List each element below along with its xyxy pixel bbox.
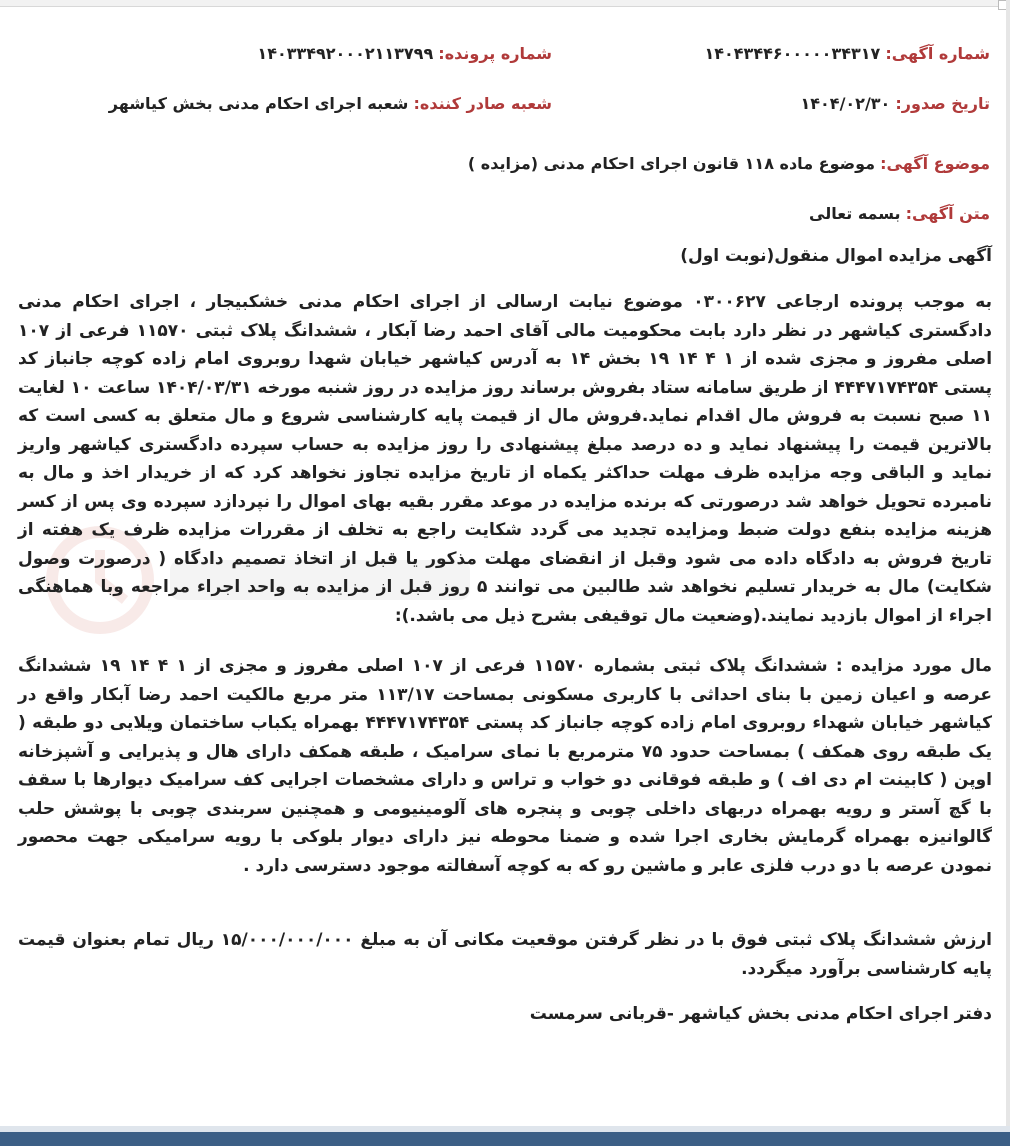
subject-label: موضوع آگهی:	[880, 154, 990, 173]
subject-row	[468, 154, 990, 173]
issuer-row	[109, 94, 552, 113]
file-number-value: ۱۴۰۳۳۴۹۲۰۰۰۲۱۱۳۷۹۹	[257, 44, 434, 63]
issue-date-label: تاریخ صدور:	[895, 94, 990, 113]
window-right-border	[1006, 0, 1010, 1146]
ad-number-row	[704, 44, 990, 63]
notice-signature: دفتر اجرای احکام مدنی بخش کیاشهر -قربانی سرمست	[529, 1004, 992, 1024]
issue-date-row	[801, 94, 991, 113]
file-number-row	[257, 44, 552, 63]
window-bottom-bar	[0, 1132, 1010, 1146]
notice-paragraph-valuation: ارزش ششدانگ پلاک ثبتی فوق با در نظر گرفتن موقعیت مکانی آن به مبلغ ۱۵/۰۰۰/۰۰۰/۰۰۰ ریال تمام بعنوان قیمت پایه کارشناسی برآورد میگردد.	[18, 930, 992, 979]
notice-paragraph-main: به موجب پرونده ارجاعی ۰۳۰۰۶۲۷ موضوع نیابت ارسالی از اجرای احکام مدنی خشکبیجار ، اجرای احکام مدنی دادگستری کیاشهر در نظر دارد بابت محکومیت مالی آقای احمد رضا آبکار ، ششدانگ پلاک ثبتی ۱۱۵۷۰ فرعی از ۱۰۷ اصلی مفروز و مجزی شده از ۱ ۴ ۱۴ ۱۹ بخش ۱۴ به آدرس کیاشهر خیابان شهدا روبروی امام زاده کوچه جانباز کد پستی ۴۴۴۷۱۷۴۳۵۴ از طریق سامانه ستاد بفروش برساند روز مزایده در روز شنبه مورخه ۱۴۰۴/۰۳/۳۱ ساعت ۱۰ لغایت ۱۱ صبح نسبت به فروش مال اقدام نماید.فروش مال از قیمت پایه کارشناسی شروع و مال متعلق به کسی است که بالاترین قیمت را پیشنهاد نماید و ده درصد مبلغ پیشنهادی را روز مزایده به حساب سپرده دادگستری کیاشهر واریز نماید و الباقی وجه مزایده ظرف مهلت حداکثر یکماه از تاریخ مزایده تجاوز نخواهد کرد که از خریدار اخذ و مال به نامبرده تحویل خواهد شد درصورتی که برنده مزایده در موعد مقرر بقیه بهای اموال را نپردازد سپرده وی پس از کسر هزینه مزایده بنفع دولت ضبط ومزایده تجدید می گردد شکایت راجع به تخلف از مقررات مزایده ظرف یک هفته از تاریخ فروش به دادگاه داده می شود وقبل از انقضای مهلت مذکور یا قبل از اتخاذ تصمیم دادگاه ( درصورت وصول شکایت) مال به خریدار تسلیم نخواهد شد طالبین می توانند ۵ روز قبل از مزایده به واحد اجراء مراجعه وبا هماهنگی اجراء از اموال بازدید نمایند.(وضعیت مال توقیفی بشرح ذیل می باشد.):	[18, 292, 993, 626]
ad-number-label: شماره آگهی:	[885, 44, 990, 63]
text-label-row	[809, 204, 990, 223]
subject-value: موضوع ماده ۱۱۸ قانون اجرای احکام مدنی (مزایده )	[467, 154, 876, 173]
text-label: متن آگهی:	[905, 204, 990, 223]
issuer-label: شعبه صادر کننده:	[413, 94, 552, 113]
issuer-value: شعبه اجرای احکام مدنی بخش کیاشهر	[108, 94, 409, 113]
text-intro: بسمه تعالی	[809, 204, 901, 223]
file-number-label: شماره پرونده:	[438, 44, 552, 63]
window-top-border	[0, 0, 1010, 7]
notice-title: آگهی مزایده اموال منقول(نوبت اول)	[680, 246, 992, 266]
notice-paragraph-property: مال مورد مزایده : ششدانگ پلاک ثبتی بشماره ۱۱۵۷۰ فرعی از ۱۰۷ اصلی مفروز و مجزی از ۱ ۴ ۱۴ ۱۹ ششدانگ عرصه و اعیان زمین با بنای احداثی با کاربری مسکونی بمساحت ۱۱۳/۱۷ متر مربع مالکیت احمد رضا آبکار واقع در کیاشهر خیابان شهداء روبروی امام زاده کوچه جانباز کد پستی ۴۴۴۷۱۷۴۳۵۴ بهمراه یکباب ساختمان ویلایی دو طبقه ( یک طبقه روی همکف ) بمساحت حدود ۷۵ مترمربع با نمای سرامیک ، طبقه همکف دارای هال و پذیرایی و آشپزخانه اوپن ( کابینت ام دی اف ) و طبقه فوقانی دو خواب و تراس و دارای مشخصات اجرایی کف سرامیک دیوارها با سقف با گچ آستر و رویه بهمراه دربهای داخلی چوبی و پنجره های آلومینیومی و همچنین سربندی چوبی با پوشش حلب گالوانیزه بهمراه گرمایش بخاری اجرا شده و ضمنا محوطه نیز دارای دیوار بلوکی با رویه سرامیکی جهت محصور نمودن عرصه با دو درب فلزی عابر و ماشین رو که به کوچه آسفالته موجود دسترسی دارد .	[18, 656, 993, 876]
ad-number-value: ۱۴۰۴۳۴۴۶۰۰۰۰۰۳۴۳۱۷	[704, 44, 881, 63]
issue-date-value: ۱۴۰۴/۰۲/۳۰	[800, 94, 891, 113]
